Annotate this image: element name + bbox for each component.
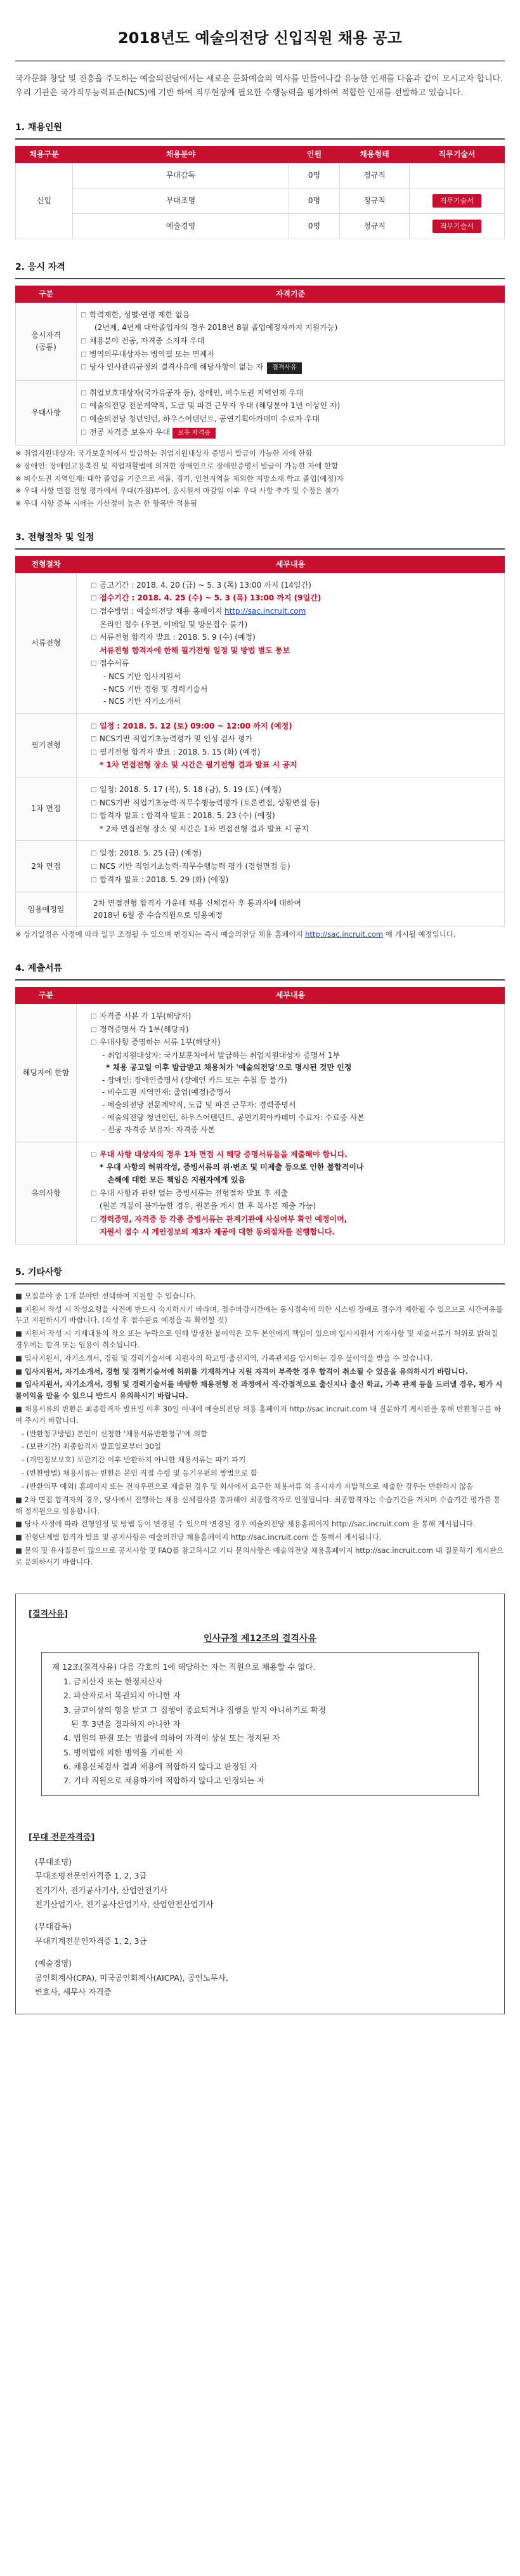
section-title-eligibility: 2. 응시 자격 — [15, 261, 505, 279]
process-table — [15, 556, 505, 927]
list-item: □ 예술의전당 청년인턴, 하우스어텐던트, 공연기획아카데미 수료자 우대 — [83, 413, 498, 425]
list-item: □ 취업보호대상자(국가유공자 등), 장애인, 비수도권 지역인재 우대 — [83, 387, 498, 399]
row-content — [77, 1142, 505, 1244]
list-item: □ 우대 사항과 관련 없는 증빙서류는 전형절차 발표 후 제출 — [93, 1187, 498, 1199]
type-cell: 정규직 — [340, 214, 410, 239]
list-item: * 채용 공고일 이후 발급받고 채용처가 '예술의전당'으로 명시된 것만 인정 — [106, 1063, 352, 1073]
intro — [15, 73, 505, 100]
list-item-text: 접수방법 : 예술의전당 채용 홈페이지 — [100, 606, 224, 616]
certificate-button[interactable]: 보유 자격증 — [172, 428, 215, 439]
list-item: □ 학력제한, 성별·연령 제한 없음 — [83, 309, 498, 321]
list-item — [93, 1213, 498, 1225]
section-title-process: 3. 전형절차 및 일정 — [15, 531, 505, 550]
disqualification-box — [15, 1594, 505, 2015]
note: ※ 취업지원대상자: 국가보훈처에서 발급하는 취업지원대상자 증명서 발급이 가능한 자에 한함 — [15, 449, 313, 458]
col-header: 구분 — [16, 286, 77, 302]
list-item: 2차 면접전형 합격자 가운데 채용 신체검사 후 통과자에 대하여 — [93, 899, 301, 908]
section-title-documents: 4. 제출서류 — [15, 962, 505, 981]
table-row — [16, 380, 505, 445]
list-item-text: 경력증명, 자격증 등 각종 증빙서류는 관계기관에 사실여부 확인 예정이며, — [100, 1214, 348, 1224]
list-item: - (반환청구방법) 본인이 신청한 '채용서류반환청구'에 의함 — [22, 1429, 208, 1438]
col-header: 채용형태 — [340, 147, 410, 163]
list-item: - NCS 기반 자기소개서 — [103, 697, 181, 706]
row-label: 응시자격 (공통) — [16, 302, 77, 380]
disqualification-button[interactable]: 결격사유 — [267, 362, 302, 374]
row-label: 유의사항 — [16, 1142, 77, 1244]
qual-group-head: (무대감독) — [35, 1922, 72, 1932]
table-row — [16, 777, 505, 841]
type-cell: 정규직 — [340, 188, 410, 214]
list-item: (원본 개봉이 불가능한 경우, 원본을 게시 한 후 복사본 제출 가능) — [100, 1201, 316, 1211]
group-cell: 신입 — [16, 163, 73, 239]
intro-line: 국가문화 창달 및 진흥을 주도하는 예술의전당에서는 새로운 문화예술의 역사를 만들어나갈 유능한 인재를 다음과 같이 모시고자 합니다. — [15, 74, 504, 84]
list-item: □ 일정: 2018. 5. 25 (금) (예정) — [93, 847, 498, 859]
list-item: - (반환의무 예외) 홈페이지 또는 전자우편으로 제출된 경우 및 회사에서 요구한 채용서류 외 응시자가 자발적으로 제출한 경우는 반환하지 않음 — [22, 1481, 474, 1491]
table-row — [16, 163, 505, 188]
list-item: * 2차 면접전형 장소 및 시간은 1차 면접전형 결과 발표 시 공지 — [100, 824, 309, 833]
row-label: 2차 면접 — [16, 841, 77, 892]
qual-item: 무대조명전문인자격증 1, 2, 3급 — [35, 1871, 147, 1881]
job-desc-cell — [410, 163, 505, 188]
note: ※ 장애인: 장애인고용촉진 및 직업재활법에 의거한 장애인으로 장애인증명서 발급이 가능한 자에 한함 — [15, 461, 339, 470]
note: ※ 우대 사항 중복 시에는 가산점이 높은 한 항목만 적용됨 — [15, 499, 197, 508]
list-item: ■ 문의 및 유사질문이 많으므로 공지사항 및 FAQ를 참고하시고 기타 문의사항은 예술의전당 채용홈페이지 http://sac.incruit.com 내 질문하기 게시판으로 문의하시기 바랍니다. — [15, 1545, 504, 1566]
list-item: ■ 모집분야 중 1개 분야만 선택하여 지원할 수 있습니다. — [15, 1291, 196, 1300]
rule-item: 3. 금고이상의 형을 받고 그 집행이 종료되거나 집행을 받지 아니하기로 확정 — [63, 1705, 326, 1715]
documents-table — [15, 987, 505, 1245]
list-item: □ 자격증 사본 각 1부(해당자) — [93, 1010, 498, 1022]
list-item: - (개인정보보호) 보관기간 이후 반환하지 아니한 채용서류는 파기 파기 — [22, 1455, 246, 1465]
eligibility-notes — [15, 448, 505, 510]
list-item-text: 당사 인사관리규정의 결격사유에 해당사항이 없는 자 — [89, 362, 264, 372]
count-cell: 0명 — [289, 214, 340, 239]
section-title-misc: 5. 기타사항 — [15, 1266, 505, 1285]
list-item: 지원서 접수 시 게인정보의 제3자 제공에 대한 동의절차를 진행합니다. — [100, 1227, 335, 1237]
qual-group-head: (예술경영) — [35, 1958, 72, 1969]
list-item: - 예술의전당 청년인턴, 하우스어텐던트, 공연기획아카데미 수료자: 수료증 사본 — [102, 1113, 365, 1122]
list-item: * 1차 면접전형 장소 및 시간은 필기전형 결과 발표 시 공지 — [100, 760, 297, 770]
recruit-site-link[interactable]: http://sac.incruit.com — [305, 930, 384, 939]
table-row — [16, 892, 505, 927]
list-item: □ NCS기반 직업기초능력평가 및 인성 검사 평가 — [93, 733, 498, 745]
list-item: 서류전형 합격자에 한해 필기전형 일정 및 방법 별도 통보 — [100, 645, 290, 655]
rule-item: 7. 기타 직원으로 채용하기에 적합하지 않다고 인정되는 자 — [63, 1776, 265, 1786]
qual-group-head: (무대조명) — [35, 1856, 72, 1866]
row-label: 필기전형 — [16, 713, 77, 777]
qual-item: 전기기사, 전기공사기사, 산업안전기사 — [35, 1885, 168, 1895]
col-header: 자격기준 — [77, 286, 505, 302]
list-item — [83, 426, 498, 439]
table-row — [16, 302, 505, 380]
type-cell: 정규직 — [340, 163, 410, 188]
list-item: □ 접수기간 : 2018. 4. 25 (수) ~ 5. 3 (목) 13:00 까지 (9일간) — [93, 592, 498, 604]
list-item: ■ 입사지원서, 자기소개서, 경험 및 경력기술서를 바탕한 채용전형 전 과정에서 직·간접적으로 출신지나 출신 학교, 가족 관계 등을 드러낼 경우, 평가 시 불이익을 받을 수 있으니 반드시 유의하시기 바랍니다. — [15, 1380, 503, 1401]
job-desc-cell — [410, 188, 505, 214]
row-content — [77, 777, 505, 841]
rule-content — [41, 1652, 479, 1795]
section-title-recruitment: 1. 채용인원 — [15, 121, 505, 140]
page-title: 2018년도 예술의전당 신입직원 채용 공고 — [15, 18, 505, 62]
list-item: □ 서류전형 합격자 발표 : 2018. 5. 9 (수) (예정) — [93, 631, 498, 644]
row-content — [77, 892, 505, 927]
list-item: ■ 2차 면접 합격자의 경우, 당사에서 진행하는 채용 신체검사를 통과해야 최종합격자로 인정됩니다. 최종합격자는 수습기간을 거치며 수습기간 평가를 통해 정직원으로 임용합니다. — [15, 1495, 501, 1516]
qual-item: 전기산업기사, 전기공사산업기사, 산업안전산업기사 — [35, 1899, 214, 1910]
list-item: □ 병역의무대상자는 병역필 또는 면제자 — [83, 348, 498, 360]
count-cell: 0명 — [289, 188, 340, 214]
list-item: □ 일정: 2018. 5. 17 (목), 5. 18 (금), 5. 19 (토) (예정) — [93, 784, 498, 796]
intro-line: 우리 기관은 국가직무능력표준(NCS)에 기반 하여 직무현장에 필요한 수행능력을 평가하여 적합한 인재를 선발하고 있습니다. — [15, 88, 464, 98]
list-item: - 장애인: 장애인증명서 (장애인 카드 또는 수첩 등 불가) — [102, 1075, 287, 1085]
col-header: 직무기술서 — [410, 147, 505, 163]
qual-item: 무대기계전문인자격증 1, 2, 3급 — [35, 1936, 147, 1946]
rule-item: 4. 법원의 판결 또는 법률에 의하여 자격이 상실 또는 정지된 자 — [63, 1733, 280, 1743]
note-text: 에 게시될 예정입니다. — [383, 930, 456, 939]
list-item: □ 경력증명서 각 1부(해당자) — [93, 1024, 498, 1036]
note: ※ 우대 사항 면접 전형 평가에서 우대(가점)부여, 응시원서 마감일 이후 우대 사항 추가 및 수정은 불가 — [15, 486, 339, 496]
list-item: ■ 입사지원서, 자기소개서, 경험 및 경력기술서에 허위를 기재하거나 지원 자격이 부족한 경우 합격이 취소될 수 있음을 유의하시기 바랍니다. — [15, 1366, 469, 1376]
field-cell: 예술경영 — [73, 214, 289, 239]
rule-intro: 제 12조(결격사유) 다음 각호의 1에 해당하는 자는 직원으로 채용할 수 없다. — [52, 1662, 316, 1672]
rule-item: 5. 병역법에 의한 병역을 기피한 자 — [63, 1747, 183, 1757]
col-header: 전형절차 — [16, 556, 77, 572]
table-row — [16, 572, 505, 713]
table-row — [16, 188, 505, 214]
table-row — [16, 713, 505, 777]
note: ※ 비수도권 지역인재: 대학 졸업을 기준으로 서울, 경기, 인천지역을 제외한 지방소재 학교 졸업(예정)자 — [15, 473, 344, 483]
list-item: ■ 입사지원서, 자기소개서, 경험 및 경력기술서에 지원자의 학교명·출신지역, 가족관계를 암시하는 경우 불이익을 받을 수 있습니다. — [15, 1353, 432, 1363]
row-content — [77, 302, 505, 380]
list-item: - NCS 기반 경험 및 경력기술서 — [103, 684, 208, 694]
list-item: □ 채용분야 전공, 자격증 소지자 우대 — [83, 335, 498, 347]
rule-title: 인사규정 제12조의 결격사유 — [204, 1633, 316, 1644]
col-header: 세부내용 — [77, 556, 505, 572]
list-item: □ 합격자 발표 : 합격자 발표 : 2018. 5. 23 (수) (예정) — [93, 810, 498, 822]
box-label: [결격사유] — [29, 1609, 68, 1619]
list-item: - (반환방법) 채용서류는 반환은 본인 직접 수령 및 등기우편의 방법으로 함 — [22, 1469, 257, 1478]
list-item: - (보관기간) 최종합격자 발표일로부터 30일 — [22, 1442, 162, 1451]
qual-item: 공인회계사(CPA), 미국공인회계사(AICPA), 공인노무사, — [35, 1972, 228, 1983]
col-header: 채용분야 — [73, 147, 289, 163]
row-content — [77, 572, 505, 713]
row-label: 1차 면접 — [16, 777, 77, 841]
col-header: 세부내용 — [77, 987, 505, 1003]
list-item: (2년제, 4년제 대학졸업자의 경우 2018년 8월 졸업예정자까지 지원가능) — [94, 323, 338, 333]
list-item: - 예술의전당 전문계약직, 도급 및 파견 근무자: 경력증명서 — [102, 1100, 296, 1110]
row-content — [77, 380, 505, 445]
list-item: □ 공고기간 : 2018. 4. 20 (금) ~ 5. 3 (목) 13:00 까지 (14일간) — [93, 579, 498, 591]
list-item: ■ 채용서류의 반환은 최종합격자 발표일 이후 30일 이내에 예술의전당 채용 홈페이지 http://sac.incruit.com 내 질문하기 게시판을 통해 반환청구를 하여 주시기 바랍니다. — [15, 1404, 502, 1425]
list-item: * 우대 사항의 허위작성, 증빙서류의 위·변조 및 미제출 등으로 인한 불합격이나 — [100, 1163, 364, 1172]
row-label: 임용예정일 — [16, 892, 77, 927]
rule-item: 된 후 3년을 경과하지 아니한 자 — [63, 1719, 181, 1729]
list-item: - 비수도권 지역인재: 졸업(예정)증명서 — [102, 1088, 231, 1097]
note — [15, 929, 505, 941]
qualifications — [29, 1832, 491, 1998]
process-note — [15, 929, 505, 941]
misc-list — [15, 1291, 505, 1568]
row-content — [77, 841, 505, 892]
list-item: 2018년 6월 중 수습직원으로 임용예정 — [93, 910, 223, 920]
field-cell: 무대조명 — [73, 188, 289, 214]
row-label: 해당자에 한함 — [16, 1003, 77, 1142]
col-header: 구분 — [16, 987, 77, 1003]
job-desc-cell — [410, 214, 505, 239]
row-content — [77, 713, 505, 777]
list-item: ■ 전형단계별 합격자 발표 및 공지사항은 예술의전당 채용홈페이지 http://sac.incruit.com 을 통해서 게시됩니다. — [15, 1533, 382, 1542]
list-item: - NCS 기반 입사지원서 — [103, 671, 181, 681]
col-header: 채용구분 — [16, 147, 73, 163]
list-item: □ 합격자 발표 : 2018. 5. 29 (화) (예정) — [93, 874, 498, 886]
job-description-button[interactable]: 직무기술서 — [432, 220, 481, 233]
list-item: □ NCS기반 직업기초능력·직무수행능력평가 (토론면접, 상황면접 등) — [93, 797, 498, 809]
table-row — [16, 1003, 505, 1142]
list-item: □ 필기전형 합격자 발표 : 2018. 5. 15 (화) (예정) — [93, 746, 498, 758]
col-header: 인원 — [289, 147, 340, 163]
count-cell: 0명 — [289, 163, 340, 188]
list-item: ■ 지원서 작성 시 작성요령을 사전에 반드시 숙지하시기 바라며, 접수마감시간에는 동시접속에 의한 시스템 장애로 접수가 제한될 수 있으므로 시간여유를 두고 지원하시기 바랍니다. (작성 후 접수완료 예정을 꼭 확인할 것) — [15, 1304, 504, 1325]
field-cell: 무대감독 — [73, 163, 289, 188]
list-item: - 전공 자격증 보유자: 자격증 사본 — [102, 1125, 216, 1135]
row-label: 서류전형 — [16, 572, 77, 713]
list-item — [93, 605, 498, 618]
recruitment-table — [15, 146, 505, 239]
list-item: 온라인 접수 (우편, 이메일 및 방문접수 불가) — [100, 619, 248, 629]
recruit-site-link[interactable]: http://sac.incruit.com — [224, 606, 306, 616]
list-item: - 취업지원대상자: 국가보훈처에서 발급하는 취업지원대상자 증명서 1부 — [102, 1050, 341, 1060]
qual-label: [무대 전문자격증] — [29, 1832, 95, 1842]
list-item: □ 우대사항 증명하는 서류 1부(해당자) — [93, 1036, 498, 1048]
list-item: ■ 지원서 작성 시 기재내용의 착오 또는 누락으로 인해 발생한 불이익은 모두 본인에게 책임이 있으며 입사지원서 기재사항 및 제출서류가 허위로 밝혀질 경우에는 합격 또는 임용이 취소됩니다. — [15, 1329, 498, 1349]
list-item: □ 접수서류 — [93, 657, 498, 670]
rule-item: 6. 채용신체검사 결과 채용에 적합하지 않다고 판정된 자 — [63, 1762, 257, 1772]
table-row — [16, 1142, 505, 1244]
table-row — [16, 214, 505, 239]
eligibility-table — [15, 286, 505, 446]
list-item: □ 예술의전당 전문계약직, 도급 및 파견 근무자 우대 (해당분야 1년 이상인 자) — [83, 400, 498, 412]
list-item: 손해에 대한 모든 책임은 지원자에게 있음 — [107, 1175, 245, 1185]
rule-item: 2. 파산자로서 복권되지 아니한 자 — [63, 1691, 181, 1701]
row-content — [77, 1003, 505, 1142]
note-text: ※ 상기일정은 사정에 따라 일부 조정될 수 있으며 변경되는 즉시 예술의전당 채용 홈페이지 — [15, 930, 306, 939]
list-item-text: 전공 자격증 보유자 우대 — [89, 427, 171, 437]
table-row — [16, 841, 505, 892]
list-item: □ NCS 기반 직업기초능력·직무수행능력 평가 (경험면접 등) — [93, 861, 498, 873]
list-item: □ 우대 사항 대상자의 경우 1차 면접 시 해당 증명서류들을 제출해야 합니다. — [93, 1149, 498, 1161]
list-item — [83, 361, 498, 374]
list-item: ■ 당사 사정에 따라 전형일정 및 방법 등이 변경될 수 있으며 변경될 경우 예술의전당 채용홈페이지 http://sac.incruit.com 을 통해 게시됩니다. — [15, 1519, 476, 1529]
row-label: 우대사항 — [16, 380, 77, 445]
list-item: □ 일정 : 2018. 5. 12 (토) 09:00 ~ 12:00 까지 (예정) — [93, 720, 498, 732]
qual-item: 변호사, 세무사 자격증 — [35, 1986, 112, 1997]
job-description-button[interactable]: 직무기술서 — [432, 194, 481, 208]
rule-item: 1. 금치산자 또는 한정치산자 — [63, 1676, 163, 1686]
